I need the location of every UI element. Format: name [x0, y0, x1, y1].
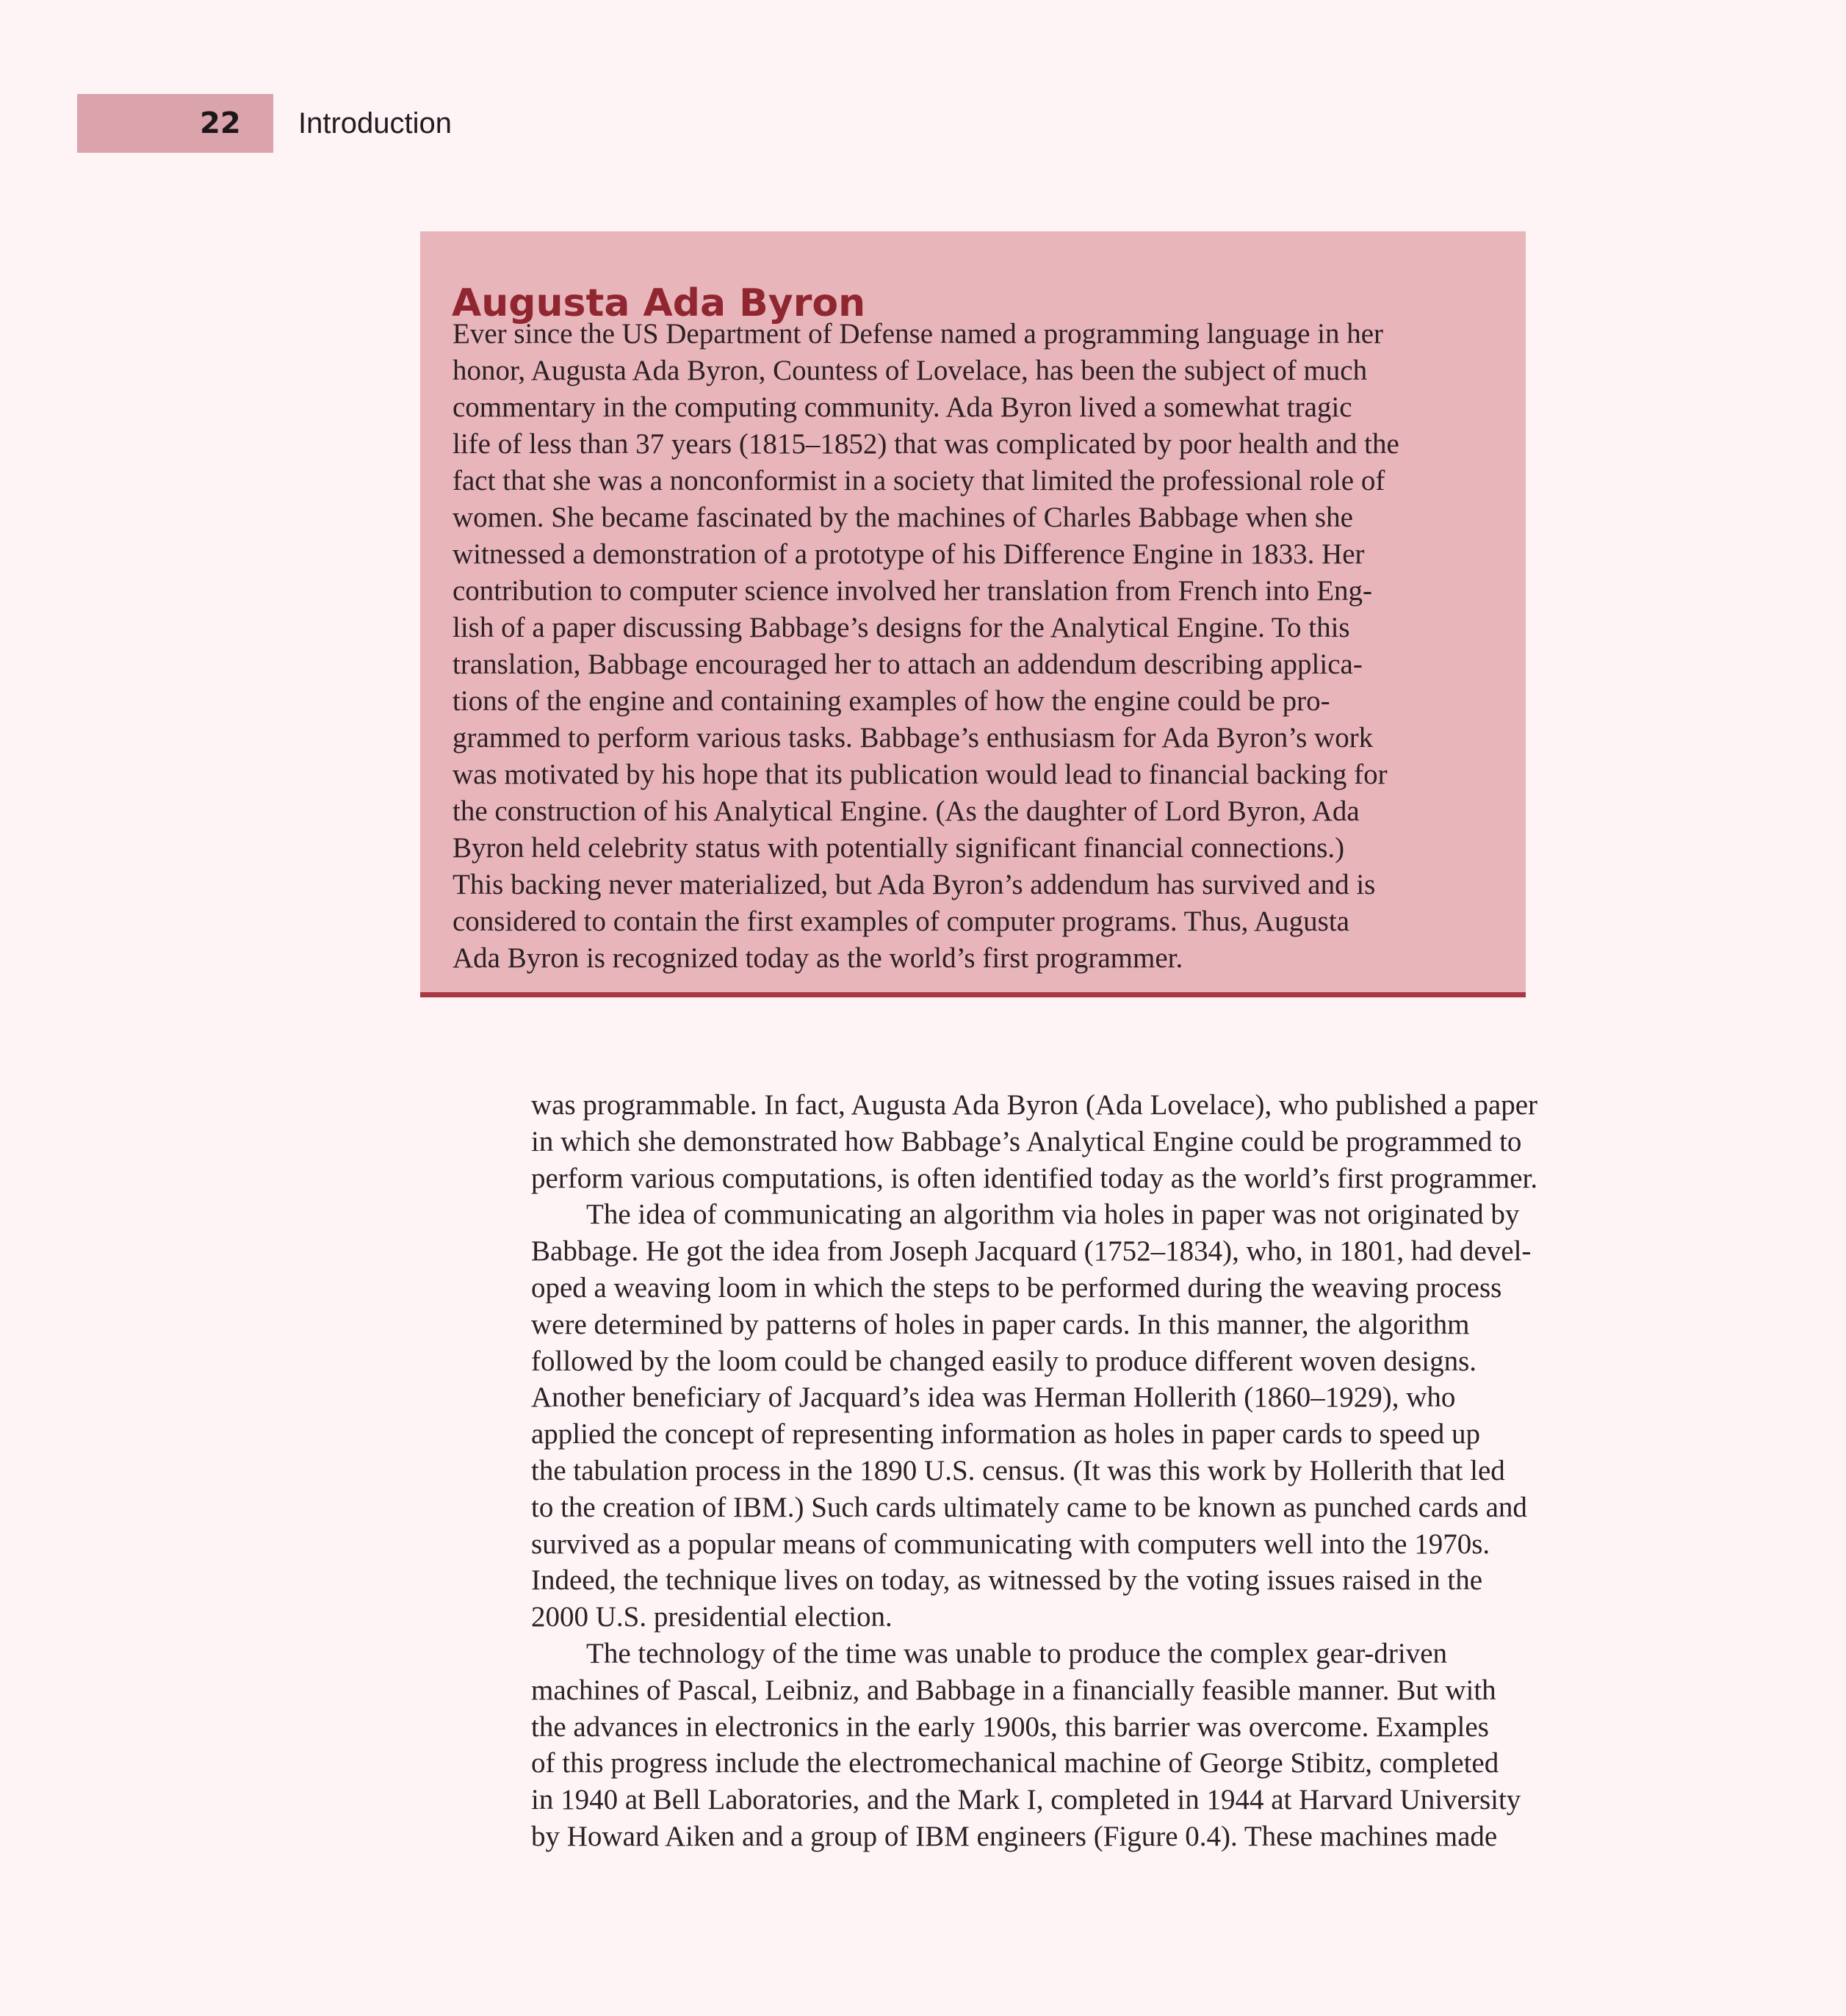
- sidebar-text-line: the construction of his Analytical Engine. (As the daughter of Lord Byron, Ada: [453, 795, 1360, 827]
- sidebar-text-line: witnessed a demonstration of a prototype of his Difference Engine in 1833. Her: [453, 538, 1365, 570]
- body-text-line: in 1940 at Bell Laboratories, and the Mark I, completed in 1944 at Harvard University: [531, 1784, 1521, 1816]
- sidebar-text-line: grammed to perform various tasks. Babbage’s enthusiasm for Ada Byron’s work: [453, 722, 1374, 754]
- sidebar-text-line: Byron held celebrity status with potentially significant financial connections.): [453, 832, 1345, 864]
- sidebar-title: Augusta Ada Byron: [452, 281, 866, 326]
- running-head: Introduction: [298, 107, 453, 140]
- body-text-line: survived as a popular means of communicating with computers well into the 1970s.: [531, 1528, 1490, 1560]
- sidebar-text-line: translation, Babbage encouraged her to attach an addendum describing applica-: [453, 648, 1363, 680]
- body-text-line: in which she demonstrated how Babbage’s Analytical Engine could be programmed to: [531, 1125, 1522, 1157]
- body-text-line: The idea of communicating an algorithm via holes in paper was not originated by: [586, 1199, 1520, 1231]
- body-text-line: applied the concept of representing information as holes in paper cards to speed up: [531, 1418, 1480, 1450]
- body-text-line: of this progress include the electromechanical machine of George Stibitz, completed: [531, 1747, 1499, 1780]
- sidebar-text-line: tions of the engine and containing examples of how the engine could be pro-: [453, 685, 1330, 717]
- sidebar-text-line: Ever since the US Department of Defense named a programming language in her: [453, 318, 1384, 350]
- sidebar-text-line: lish of a paper discussing Babbage’s designs for the Analytical Engine. To this: [453, 612, 1350, 643]
- page-number-tab: [77, 94, 273, 153]
- body-text-line: were determined by patterns of holes in paper cards. In this manner, the algorithm: [531, 1308, 1470, 1340]
- sidebar-text-line: fact that she was a nonconformist in a society that limited the professional role of: [453, 465, 1385, 496]
- body-text-line: machines of Pascal, Leibniz, and Babbage in a financially feasible manner. But with: [531, 1674, 1496, 1706]
- sidebar-text-line: considered to contain the first examples of computer programs. Thus, Augusta: [453, 906, 1349, 937]
- body-text-line: 2000 U.S. presidential election.: [531, 1601, 893, 1633]
- body-text-line: the tabulation process in the 1890 U.S. census. (It was this work by Hollerith that led: [531, 1454, 1505, 1486]
- page-number: 22: [200, 106, 241, 140]
- body-text-line: The technology of the time was unable to produce the complex gear-driven: [586, 1637, 1448, 1669]
- body-text-line: Babbage. He got the idea from Joseph Jacquard (1752–1834), who, in 1801, had devel-: [531, 1235, 1532, 1268]
- body-text-line: by Howard Aiken and a group of IBM engineers (Figure 0.4). These machines made: [531, 1820, 1498, 1852]
- sidebar-text-line: was motivated by his hope that its publication would lead to financial backing for: [453, 759, 1388, 790]
- body-text-line: was programmable. In fact, Augusta Ada Byron (Ada Lovelace), who published a paper: [531, 1089, 1537, 1121]
- sidebar-text-line: women. She became fascinated by the machines of Charles Babbage when she: [453, 502, 1353, 533]
- sidebar-text-line: contribution to computer science involved her translation from French into Eng-: [453, 575, 1372, 607]
- body-text-line: followed by the loom could be changed easily to produce different woven designs.: [531, 1345, 1477, 1377]
- biography-sidebar: [420, 231, 1526, 997]
- body-text-line: the advances in electronics in the early 1900s, this barrier was overcome. Examples: [531, 1710, 1489, 1743]
- sidebar-text-line: commentary in the computing community. Ada Byron lived a somewhat tragic: [453, 391, 1352, 423]
- sidebar-text-line: Ada Byron is recognized today as the world’s first programmer.: [453, 942, 1183, 974]
- sidebar-text: [453, 316, 1496, 977]
- main-body-text: [531, 1087, 1629, 1855]
- sidebar-text-line: honor, Augusta Ada Byron, Countess of Lovelace, has been the subject of much: [453, 355, 1368, 386]
- body-text-line: perform various computations, is often identified today as the world’s first programmer.: [531, 1162, 1538, 1194]
- sidebar-text-line: This backing never materialized, but Ada Byron’s addendum has survived and is: [453, 869, 1376, 900]
- body-text-line: Another beneficiary of Jacquard’s idea was Herman Hollerith (1860–1929), who: [531, 1381, 1456, 1414]
- body-text-line: oped a weaving loom in which the steps to be performed during the weaving process: [531, 1271, 1502, 1304]
- body-text-line: to the creation of IBM.) Such cards ultimately came to be known as punched cards and: [531, 1491, 1527, 1523]
- sidebar-text-line: life of less than 37 years (1815–1852) that was complicated by poor health and the: [453, 428, 1399, 460]
- body-text-line: Indeed, the technique lives on today, as witnessed by the voting issues raised in the: [531, 1564, 1483, 1597]
